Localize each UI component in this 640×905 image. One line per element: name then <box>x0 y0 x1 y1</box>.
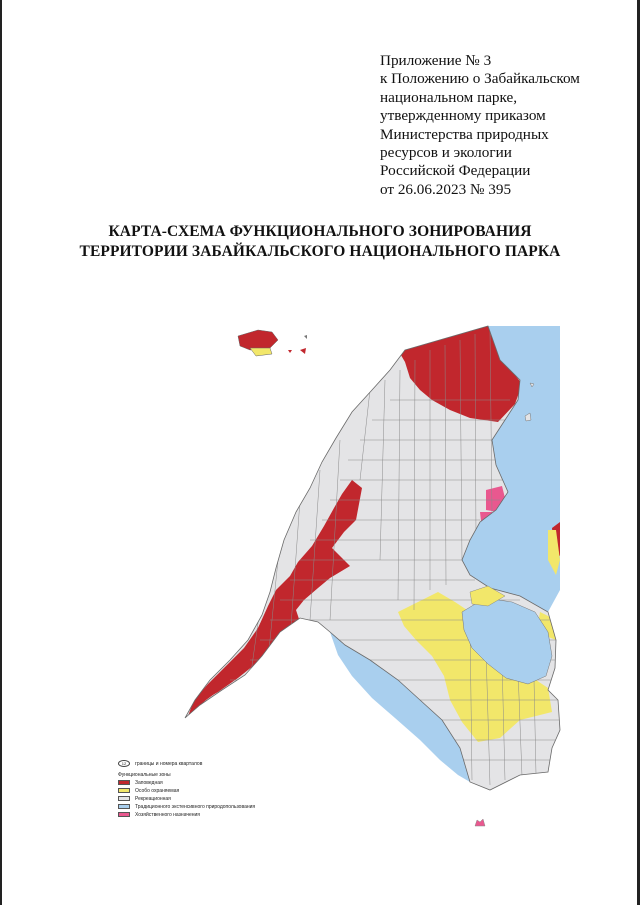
legend-zone-reserve <box>108 779 368 787</box>
legend-swatch-reserve <box>118 780 130 785</box>
legend-zone-traditional <box>108 803 368 811</box>
legend-quarters <box>108 760 368 768</box>
zoning-map <box>0 315 640 795</box>
annex-line: Российской Федерации <box>380 162 531 180</box>
annex-line: утвержденному приказом <box>380 107 546 125</box>
island-small-2 <box>288 350 292 353</box>
legend-zones-heading-row <box>108 771 368 779</box>
legend-zones-heading: Функциональные зоны <box>118 772 171 778</box>
annex-line: ресурсов и экологии <box>380 144 512 162</box>
annex-heading <box>380 52 620 199</box>
legend-zone-label: Хозяйственного назначения <box>135 812 201 818</box>
annex-line: национальном парке, <box>380 88 518 106</box>
map-title <box>60 222 580 262</box>
legend-zone-label: Заповедная <box>135 780 163 786</box>
legend-zone-recreation <box>108 795 368 803</box>
legend-zone-protected <box>108 787 368 795</box>
annex-line: Приложение № 3 <box>380 52 492 69</box>
island-protected <box>250 348 272 356</box>
zone-reserve-west <box>195 600 296 705</box>
map-fragment-mark <box>474 818 486 828</box>
legend-zone-label: Рекреационная <box>135 796 171 802</box>
island-small-1 <box>300 348 306 354</box>
legend-zone-label: Традиционного экстенсивного природопользования <box>135 804 256 810</box>
island-small-3 <box>304 335 307 339</box>
legend-swatch-traditional <box>118 804 130 809</box>
map-legend <box>108 760 368 819</box>
legend-swatch-economic <box>118 812 130 817</box>
island-reserve <box>238 330 278 350</box>
legend-zone-economic <box>108 811 368 819</box>
annex-line: к Положению о Забайкальском <box>380 70 580 88</box>
legend-quarters-label: границы и номера кварталов <box>135 761 203 767</box>
legend-swatch-protected <box>118 788 130 793</box>
annex-line: от 26.06.2023 № 395 <box>380 180 512 198</box>
map-title-line1: КАРТА-СХЕМА ФУНКЦИОНАЛЬНОГО ЗОНИРОВАНИЯ <box>108 223 532 240</box>
legend-swatch-recreation <box>118 796 130 801</box>
quarter-circle-icon: 12 <box>118 760 130 767</box>
map-title-line2: ТЕРРИТОРИИ ЗАБАЙКАЛЬСКОГО НАЦИОНАЛЬНОГО ПАРКА <box>79 243 561 260</box>
legend-zone-label: Особо охраняемая <box>135 788 180 794</box>
annex-line: Министерства природных <box>380 125 549 143</box>
